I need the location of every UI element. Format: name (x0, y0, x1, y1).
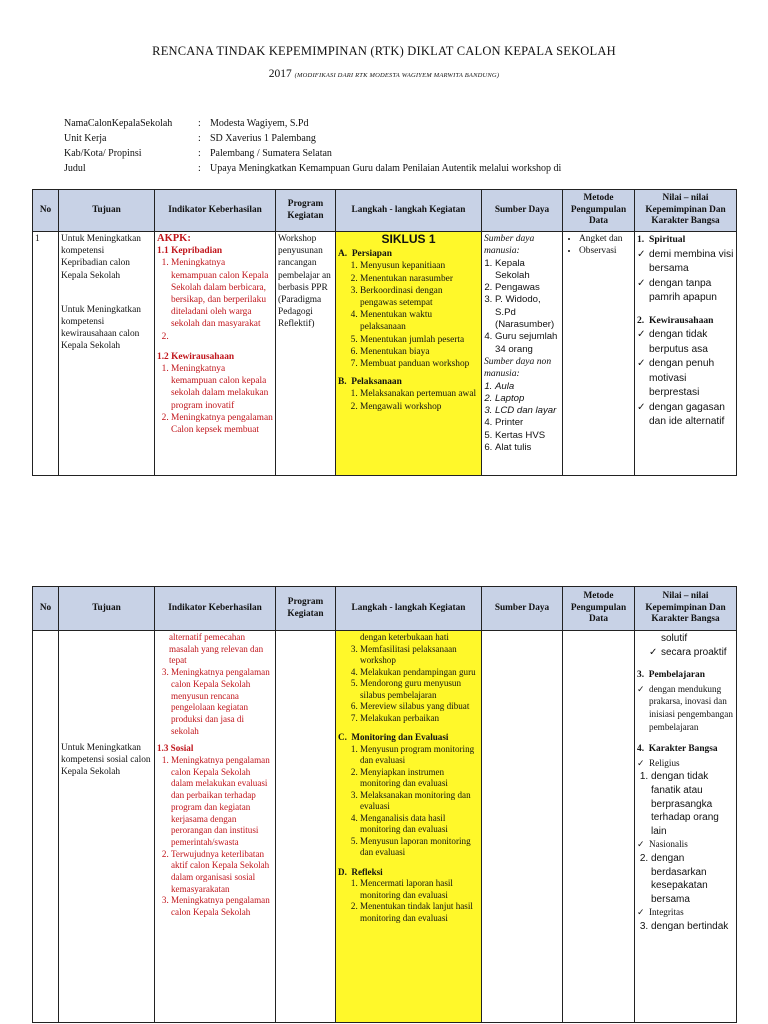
list-item (171, 331, 273, 343)
list-item: 2. Terwujudnya keterlibatan aktif calon Kepala Sekolah dalam organisasi sosial kemasyarakatan (171, 849, 273, 896)
list-item: 1. Kepala Sekolah (495, 258, 560, 283)
list-item: 1. Meningkatnya pengalaman calon Kepala Sekolah dalam melakukan evaluasi dan perbaikan terhadap program dan kegiatan kerjasama dengan perorangan dan institusi pemerintah/swasta (171, 755, 273, 849)
list-item: ✓ Integritas (649, 906, 734, 920)
col-header-langkah: Langkah - langkah Kegiatan (336, 587, 482, 631)
refleksi-title: Refleksi (351, 866, 383, 877)
nilai-heading-karakter: 4. Karakter Bangsa (637, 744, 718, 755)
list-item: 6. Menentukan biaya (360, 346, 479, 358)
list-item: ✓ demi membina visi bersama (649, 248, 734, 277)
document-title: RENCANA TINDAK KEPEMIMPINAN (RTK) DIKLAT CALON KEPALA SEKOLAH (152, 44, 616, 58)
col-header-nilai: Nilai – nilai Kepemimpinan Dan Karakter Bangsa (635, 190, 737, 232)
col-header-indikator: Indikator Keberhasilan (155, 190, 276, 232)
list-item: ✓ Nasionalis (649, 838, 734, 852)
list-item: 1. Aula (495, 381, 560, 393)
cell-nilai (635, 631, 737, 1023)
list-item: 5. Kertas HVS (495, 430, 560, 442)
list-item: 2. Menyiapkan instrumen monitoring dan evaluasi (360, 767, 479, 790)
list-item: • Observasi (579, 245, 632, 257)
list-item: 1. dengan tidak fanatik atau berprasangka terhadap orang lain (651, 770, 734, 838)
indikator-heading-sosial: 1.3 Sosial (157, 743, 194, 754)
col-header-sumber: Sumber Daya (482, 190, 563, 232)
cell-langkah (336, 631, 482, 1023)
nilai-heading-kewirausahaan: 2. Kewirausahaan (637, 314, 714, 326)
persiapan-list (338, 260, 479, 370)
info-key: Judul (64, 163, 86, 174)
list-item: 1. Melaksanakan pertemuan awal (360, 388, 479, 400)
religius-detail (637, 770, 734, 838)
cell-langkah (336, 232, 482, 476)
sumber-manusia-label: Sumber daya manusia: (484, 233, 535, 257)
akpk-label: AKPK: (157, 233, 191, 244)
info-value: Palembang / Sumatera Selatan (210, 148, 332, 159)
integritas-list (637, 906, 734, 920)
integritas-detail (637, 920, 734, 934)
cell-tujuan (59, 232, 155, 476)
list-item: 1. Menyusun program monitoring dan evaluasi (360, 744, 479, 767)
list-item: 4. Guru sejumlah 34 orang (495, 331, 560, 356)
list-item: ✓ secara proaktif (661, 646, 734, 660)
nilai-heading-spiritual: 1. Spiritual (637, 234, 686, 245)
indikator-list-continued (157, 667, 273, 737)
cell-tujuan (59, 631, 155, 1023)
col-header-metode: Metode Pengumpulan Data (563, 190, 635, 232)
cell-no (33, 631, 59, 1023)
list-item: ✓ dengan tanpa pamrih apapun (649, 277, 734, 306)
kewirausahaan-list (637, 328, 734, 430)
sumber-manusia-list (484, 258, 560, 356)
indikator-heading-kewirausahaan: 1.2 Kewirausahaan (157, 351, 235, 362)
list-item: 2. Meningkatnya pengalaman Calon kepsek membuat (171, 412, 273, 436)
pembelajaran-list (637, 683, 734, 733)
col-header-tujuan: Tujuan (59, 587, 155, 631)
rtk-table-2 (32, 586, 737, 1023)
list-item: ✓ dengan gagasan dan ide alternatif (649, 401, 734, 430)
list-item: 1. Meningkatnya kemampuan calon kepala sekolah dalam melakukan program inovatif (171, 363, 273, 412)
list-item: 5. Mendorong guru menyusun silabus pembelajaran (360, 678, 479, 701)
list-item: 5. Menyusun laporan monitoring dan evaluasi (360, 836, 479, 859)
cell-nilai (635, 232, 737, 476)
list-item: • Angket dan (579, 233, 632, 245)
list-item: ✓ dengan penuh motivasi berprestasi (649, 357, 734, 401)
list-item: 3. Melaksanakan monitoring dan evaluasi (360, 790, 479, 813)
indikator-list-sosial (157, 755, 273, 919)
tujuan-kewirausahaan: Untuk Meningkatkan kompetensi kewirausahaan calon Kepala Sekolah (61, 304, 141, 352)
sumber-non-label: Sumber daya non manusia: (484, 355, 552, 380)
refleksi-list (338, 878, 479, 924)
list-item: 1. Meningkatnya kemampuan calon Kepala Sekolah dalam berbicara, bersikap, dan berperilaku diteladani oleh warga sekolah dan masyarakat (171, 257, 273, 330)
langkah-heading-persiapan: A. Persiapan (338, 249, 392, 260)
list-item: 5. Menentukan jumlah peserta (360, 334, 479, 346)
identity-block (64, 116, 561, 176)
list-item: 1. Menyusun kepanitiaan (360, 260, 479, 272)
spiritual-list (637, 248, 734, 306)
religius-list (637, 757, 734, 771)
list-item: 3. LCD dan layar (495, 405, 560, 417)
list-item: 7. Membuat panduan workshop (360, 358, 479, 370)
cell-metode (563, 232, 635, 476)
karakter-title: Karakter Bangsa (648, 744, 718, 755)
langkah-heading-monev: C. Monitoring dan Evaluasi (338, 732, 449, 742)
info-sep: : (198, 163, 201, 174)
list-item: 3. P. Widodo, S.Pd (Narasumber) (495, 294, 560, 331)
list-item: 3. Berkoordinasi dengan pengawas setempat (360, 285, 479, 309)
table-header-row (33, 587, 737, 631)
cell-program (276, 631, 336, 1023)
list-item: 7. Melakukan perbaikan (360, 713, 479, 725)
nilai-heading-pembelajaran: 3. Pembelajaran (637, 670, 705, 681)
metode-list (565, 233, 632, 257)
nasionalis-list (637, 838, 734, 852)
table-row (33, 232, 737, 476)
list-item: 2. dengan berdasarkan kesepakatan bersama (651, 852, 734, 906)
list-item: 3. Meningkatnya pengalaman calon Kepala Sekolah (171, 895, 273, 918)
year-value: 2017 (268, 68, 292, 80)
langkah-heading-refleksi: D. Refleksi (338, 866, 383, 877)
info-value: Modesta Wagiyem, S.Pd (210, 118, 309, 129)
col-header-program: Program Kegiatan (276, 587, 336, 631)
pelaksanaan-list (338, 388, 479, 412)
rtk-table-1 (32, 189, 737, 476)
cell-indikator (155, 631, 276, 1023)
list-item: 4. Menentukan waktu pelaksanaan (360, 309, 479, 333)
list-item: 4. Printer (495, 417, 560, 429)
col-header-indikator: Indikator Keberhasilan (155, 587, 276, 631)
col-header-tujuan: Tujuan (59, 190, 155, 232)
pelaksanaan-title: Pelaksanaan (351, 377, 402, 388)
tujuan-sosial: Untuk Meningkatkan kompetensi sosial calon Kepala Sekolah (61, 743, 151, 778)
info-value: Upaya Meningkatkan Kemampuan Guru dalam Penilaian Autentik melalui workshop di (210, 163, 562, 174)
table-header-row (33, 190, 737, 232)
info-sep: : (198, 133, 201, 144)
info-row-title (64, 161, 561, 176)
sumber-non-list (484, 381, 560, 455)
indikator-heading-kepribadian: 1.1 Kepribadian (157, 246, 223, 257)
col-header-langkah: Langkah - langkah Kegiatan (336, 190, 482, 232)
col-header-metode: Metode Pengumpulan Data (563, 587, 635, 631)
siklus-label: SIKLUS 1 (381, 232, 436, 246)
list-item: 2. Pengawas (495, 282, 560, 294)
col-header-no: No (33, 190, 59, 232)
langkah-continued: dengan keterbukaan hati (360, 632, 449, 642)
monev-list (338, 744, 479, 859)
col-header-no: No (33, 587, 59, 631)
list-item: 3. dengan bertindak (651, 920, 734, 934)
info-row-unit (64, 131, 561, 146)
cell-no: 1 (33, 232, 59, 476)
indikator-list-kewirausahaan (157, 363, 273, 436)
pelaksanaan-list-continued (338, 644, 479, 725)
pembelajaran-title: Pembelajaran (648, 670, 705, 681)
info-key: NamaCalonKepalaSekolah (64, 118, 173, 129)
year-note: (MODIFIKASI DARI RTK MODESTA WAGIYEM MARWITA BANDUNG) (294, 72, 500, 79)
tujuan-kepribadian: Untuk Meningkatkan kompetensi Kepribadian calon Kepala Sekolah (61, 234, 141, 281)
info-sep: : (198, 148, 201, 159)
list-item: 2. Menentukan narasumber (360, 273, 479, 285)
info-sep: : (198, 118, 201, 129)
cell-sumber (482, 631, 563, 1023)
persiapan-title: Persiapan (351, 249, 392, 260)
info-row-region (64, 146, 561, 161)
info-key: Unit Kerja (64, 133, 107, 144)
cell-program: Workshop penyusunan rancangan pembelajar an berbasis PPR (Paradigma Pedagogi Reflektif) (276, 232, 336, 476)
indikator-continued: alternatif pemecahan masalah yang relevan dan tepat (169, 632, 264, 666)
document-year (0, 68, 768, 80)
list-item: ✓ dengan mendukung prakarsa, inovasi dan inisiasi pengembangan pembelajaran (649, 683, 734, 733)
col-header-program: Program Kegiatan (276, 190, 336, 232)
info-key: Kab/Kota/ Propinsi (64, 148, 142, 159)
list-item: 4. Melakukan pendampingan guru (360, 667, 479, 679)
table-row (33, 631, 737, 1023)
list-item: 6. Mereview silabus yang dibuat (360, 701, 479, 713)
list-item: 2. Laptop (495, 393, 560, 405)
list-item: 1. Mencermati laporan hasil monitoring dan evaluasi (360, 878, 479, 901)
info-row-name (64, 116, 561, 131)
info-value: SD Xaverius 1 Palembang (210, 133, 316, 144)
list-item: 3. Memfasilitasi pelaksanaan workshop (360, 644, 479, 667)
list-item: 4. Menganalisis data hasil monitoring dan evaluasi (360, 813, 479, 836)
monev-title: Monitoring dan Evaluasi (351, 732, 449, 742)
langkah-heading-pelaksanaan: B. Pelaksanaan (338, 377, 402, 388)
nasionalis-detail (637, 852, 734, 906)
list-item: 3. Meningkatnya pengalaman calon Kepala Sekolah menyusun rencana pengelolaan kegiatan produksi dan jasa di sekolah (171, 667, 273, 737)
cell-indikator (155, 232, 276, 476)
col-header-nilai: Nilai – nilai Kepemimpinan Dan Karakter Bangsa (635, 587, 737, 631)
indikator-list-kepribadian (157, 257, 273, 342)
spiritual-title: Spiritual (649, 234, 686, 245)
list-item: ✓ dengan tidak berputus asa (649, 328, 734, 357)
cell-metode (563, 631, 635, 1023)
col-header-sumber: Sumber Daya (482, 587, 563, 631)
kewirausahaan-title: Kewirausahaan (649, 314, 714, 326)
nilai-continued: solutif (661, 633, 688, 644)
list-item: ✓ Religius (649, 757, 734, 771)
list-item: 2. Menentukan tindak lanjut hasil monitoring dan evaluasi (360, 901, 479, 924)
list-item: 2. Mengawali workshop (360, 401, 479, 413)
list-item: 6. Alat tulis (495, 442, 560, 454)
nilai-continued-list (637, 646, 734, 660)
cell-sumber (482, 232, 563, 476)
